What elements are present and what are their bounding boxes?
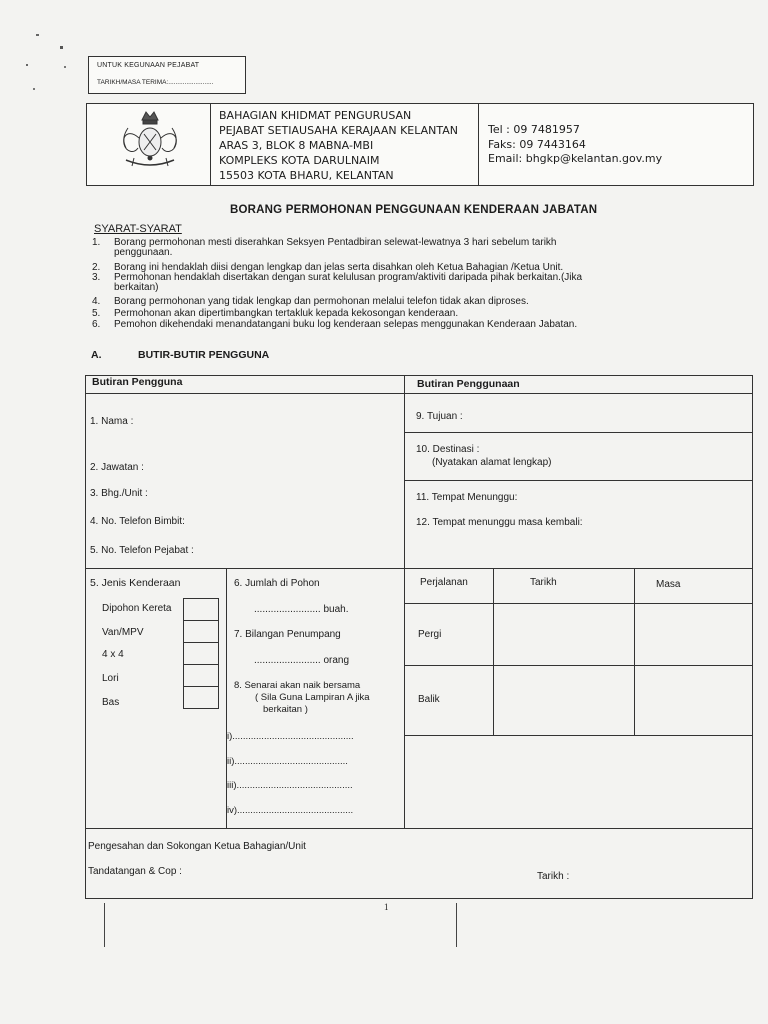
user-details-heading: Butiran Pengguna	[92, 376, 183, 388]
condition-item: 2. Borang ini hendaklah diisi dengan lengkap dan jelas serta disahkan oleh Ketua Bahagian /Ketua Unit.	[92, 262, 564, 273]
trip-column-header: Perjalanan	[420, 577, 468, 588]
passenger-list-line[interactable]: iv)............................................	[227, 805, 354, 816]
scan-speck	[26, 64, 28, 66]
passenger-list-label: 8. Senarai akan naik bersama	[234, 680, 361, 691]
table-rule	[634, 568, 635, 735]
table-rule	[85, 828, 752, 829]
scan-speck	[36, 34, 39, 36]
condition-item: 4. Borang permohonan yang tidak lengkap dan permohonan melalui telefon tidak akan diproses.	[92, 296, 529, 307]
signature-label: Tandatangan & Cop :	[88, 866, 182, 877]
telephone: Tel : 09 7481957	[488, 123, 580, 136]
address-line: BAHAGIAN KHIDMAT PENGURUSAN	[219, 109, 412, 122]
table-rule	[493, 568, 494, 735]
attachment-note: berkaitan )	[263, 704, 308, 715]
scan-edge-mark	[456, 903, 457, 947]
scan-speck	[60, 46, 63, 49]
vehicle-type-label: Bas	[102, 697, 120, 708]
name-label: 1. Nama :	[90, 416, 134, 427]
passenger-blank[interactable]: ........................ orang	[254, 655, 350, 666]
condition-item: 1. Borang permohonan mesti diserahkan Seksyen Pentadbiran selewat-lewatnya 3 hari sebelum tarikh penggunaan.	[92, 237, 557, 258]
condition-item: 6. Pemohon dikehendaki menandatangani buku log kenderaan selepas menggunakan Kenderaan Jabatan.	[92, 319, 578, 330]
address-line: 15503 KOTA BHARU, KELANTAN	[219, 169, 394, 182]
table-rule	[404, 603, 752, 604]
vehicle-type-label: Van/MPV	[102, 627, 144, 638]
quantity-blank[interactable]: ........................ buah.	[254, 604, 349, 615]
return-waiting-place-label: 12. Tempat menunggu masa kembali:	[416, 517, 583, 528]
position-label: 2. Jawatan :	[90, 462, 144, 473]
section-letter: A.	[91, 349, 102, 361]
passenger-list-line[interactable]: ii)...........................................	[227, 756, 348, 767]
approval-date-label: Tarikh :	[537, 871, 570, 882]
departure-row-label: Pergi	[418, 629, 442, 640]
date-column-header: Tarikh	[530, 577, 557, 588]
bus-checkbox[interactable]	[183, 686, 219, 709]
mobile-phone-label: 4. No. Telefon Bimbit:	[90, 516, 185, 527]
address-line: PEJABAT SETIAUSAHA KERAJAAN KELANTAN	[219, 124, 459, 137]
table-rule	[404, 432, 752, 433]
scan-edge-mark	[104, 903, 105, 947]
vehicle-type-heading: 5. Jenis Kenderaan	[90, 577, 181, 589]
table-rule	[404, 480, 752, 481]
attachment-note: ( Sila Guna Lampiran A jika	[255, 692, 370, 703]
table-rule	[404, 665, 752, 666]
fax: Faks: 09 7443164	[488, 137, 586, 151]
letterhead-divider	[478, 103, 479, 185]
approval-heading: Pengesahan dan Sokongan Ketua Bahagian/Unit	[88, 841, 306, 852]
passenger-list-line[interactable]: i)..............................................	[227, 731, 354, 742]
scan-speck	[33, 88, 35, 90]
page-number: 1	[384, 902, 389, 912]
state-crest-icon	[112, 108, 188, 180]
contact-details	[488, 123, 662, 167]
vehicle-type-label: Dipohon Kereta	[102, 603, 172, 614]
table-rule	[404, 735, 752, 736]
return-row-label: Balik	[418, 694, 440, 705]
table-rule	[85, 568, 752, 569]
table-rule	[404, 375, 405, 828]
car-checkbox[interactable]	[183, 598, 219, 621]
waiting-place-label: 11. Tempat Menunggu:	[416, 492, 518, 503]
address-line: KOMPLEKS KOTA DARULNAIM	[219, 154, 380, 167]
passenger-list-line[interactable]: iii)............................................	[227, 780, 353, 791]
department-address	[219, 108, 458, 183]
vehicle-type-label: 4 x 4	[102, 649, 124, 660]
email: Email: bhgkp@kelantan.gov.my	[488, 152, 663, 165]
table-rule	[85, 393, 752, 394]
office-phone-label: 5. No. Telefon Pejabat :	[90, 545, 194, 556]
department-label: 3. Bhg./Unit :	[90, 488, 148, 499]
four-by-four-checkbox[interactable]	[183, 642, 219, 665]
condition-item: 3. Permohonan hendaklah disertakan dengan surat kelulusan program/aktiviti daripada pihak berkaitan.(Jika berkaitan)	[92, 272, 583, 293]
form-title: BORANG PERMOHONAN PENGGUNAAN KENDERAAN JABATAN	[230, 204, 598, 216]
lorry-checkbox[interactable]	[183, 664, 219, 687]
usage-details-heading: Butiran Penggunaan	[417, 378, 520, 390]
destination-label: 10. Destinasi :	[416, 444, 480, 455]
destination-note: (Nyatakan alamat lengkap)	[432, 457, 552, 468]
letterhead-divider	[210, 103, 211, 185]
time-column-header: Masa	[656, 579, 681, 590]
office-use-box	[88, 56, 246, 94]
conditions-heading: SYARAT-SYARAT	[94, 223, 182, 235]
van-checkbox[interactable]	[183, 620, 219, 643]
quantity-requested-label: 6. Jumlah di Pohon	[234, 578, 320, 589]
received-date-label: TARIKH/MASA TERIMA:.........................	[97, 79, 214, 86]
office-use-title: UNTUK KEGUNAAN PEJABAT	[97, 62, 200, 69]
condition-item: 5. Permohonan akan dipertimbangkan tertakluk kepada kekosongan kenderaan.	[92, 308, 459, 319]
address-line: ARAS 3, BLOK 8 MABNA-MBI	[219, 139, 374, 152]
purpose-label: 9. Tujuan :	[416, 411, 463, 422]
passenger-count-label: 7. Bilangan Penumpang	[234, 629, 341, 640]
vehicle-type-label: Lori	[102, 673, 119, 684]
section-title: BUTIR-BUTIR PENGGUNA	[138, 349, 270, 361]
scan-speck	[64, 66, 66, 68]
